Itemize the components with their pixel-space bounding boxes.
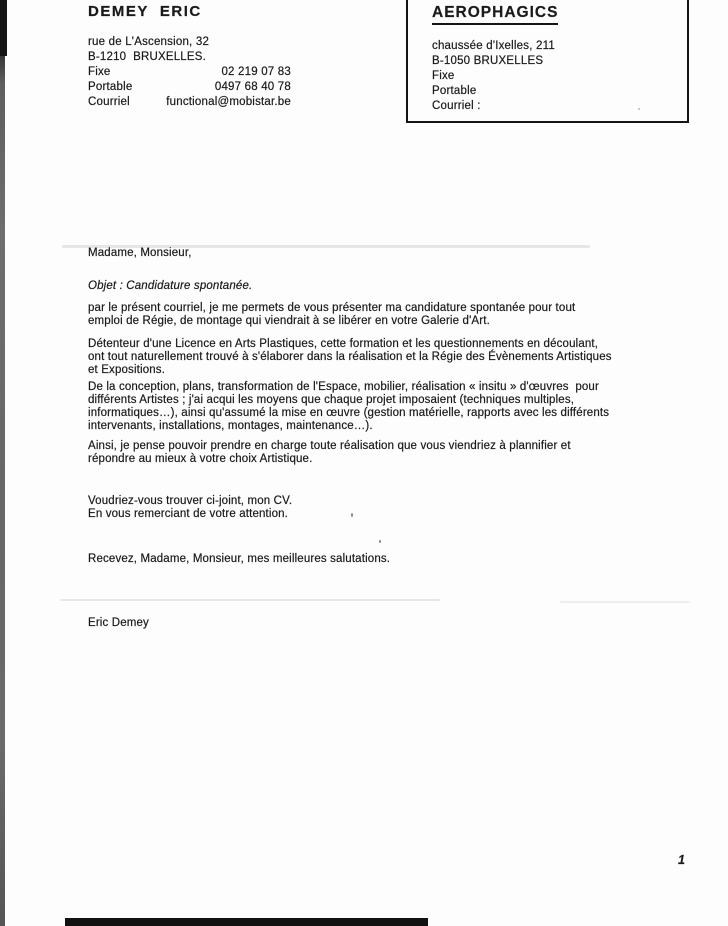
salutation: Madame, Monsieur, <box>88 247 192 259</box>
recipient-contact-list <box>432 70 635 115</box>
signature-name: Eric Demey <box>88 617 149 629</box>
paragraph-intro: par le présent courriel, je me permets de vous présenter ma candidature spontanée pour tout emploi de Régie, de montage qui viendrait à se libérer en votre Galerie d'Art. <box>88 302 576 327</box>
sender-contact-row-fixe <box>88 66 291 81</box>
paragraph-cv-attached: Voudriez-vous trouver ci-joint, mon CV. En vous remerciant de votre attention. <box>88 495 293 520</box>
recipient-box <box>406 0 689 123</box>
scan-bottom-bar-artifact <box>65 918 428 926</box>
recipient-contact-row-fixe <box>432 70 635 85</box>
contact-value: 0497 68 40 78 <box>214 81 291 93</box>
contact-label: Portable <box>88 81 133 93</box>
scan-streak <box>60 599 440 601</box>
sender-contact-row-portable <box>88 81 291 96</box>
contact-label: Fixe <box>432 70 455 82</box>
paragraph-proposition: Ainsi, je pense pouvoir prendre en charge toute réalisation que vous viendriez à plannifier et répondre au mieux à votre choix Artistique. <box>88 440 571 465</box>
sender-address-line-1: rue de L'Ascension, 32 <box>88 36 210 48</box>
recipient-contact-row-portable <box>432 85 635 100</box>
paragraph-experience: De la conception, plans, transformation de l'Espace, mobilier, réalisation « insitu » d'œuvres pour différents Artistes ; j'ai acqui les moyens que chaque projet imposaient (techniques multiples, informatiques…), ainsi qu'assumé la mise en œuvre (gestion matérielle, rapports avec les différents intervenants, installations, montages, maintenance…). <box>88 381 610 432</box>
contact-label: Fixe <box>88 66 111 78</box>
scan-speck <box>379 540 381 543</box>
sender-address-line-2: B-1210 BRUXELLES. <box>88 51 207 63</box>
recipient-contact-row-courriel <box>432 100 635 115</box>
scan-streak <box>62 245 590 248</box>
page-number: 1 <box>678 853 685 867</box>
scan-speck <box>351 513 353 517</box>
scan-edge-top-left-mark <box>0 0 7 56</box>
scan-speck <box>638 108 640 110</box>
closing-formula: Recevez, Madame, Monsieur, mes meilleures salutations. <box>88 553 391 565</box>
sender-contact-list <box>88 66 291 111</box>
contact-label: Courriel <box>88 96 130 108</box>
sender-name: DEMEY ERIC <box>88 3 202 20</box>
paragraph-formation: Détenteur d'une Licence en Arts Plastiques, cette formation et les questionnements en découlant, ont tout naturellement trouvé à s'élaborer dans la réalisation et la Régie des Évènements Artistiques et Expositions. <box>88 338 612 376</box>
recipient-address-line-1: chaussée d'Ixelles, 211 <box>432 40 555 52</box>
recipient-address-line-2: B-1050 BRUXELLES <box>432 55 544 67</box>
subject-line: Objet : Candidature spontanée. <box>88 280 253 292</box>
contact-label: Courriel : <box>432 100 481 112</box>
sender-contact-row-courriel <box>88 96 291 111</box>
contact-label: Portable <box>432 85 477 97</box>
scan-edge-left-bar <box>0 0 5 926</box>
contact-value: functional@mobistar.be <box>166 96 291 108</box>
recipient-name: AEROPHAGICS <box>432 4 558 25</box>
contact-value: 02 219 07 83 <box>221 66 291 78</box>
scan-streak <box>560 601 690 603</box>
